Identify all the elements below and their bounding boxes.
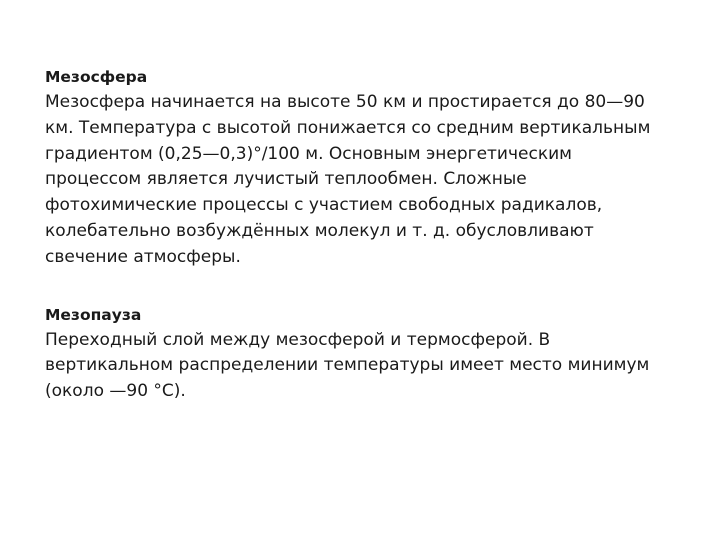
paragraph-line: градиентом (0,25—0,3)°/100 м. Основным энергетическим	[45, 143, 572, 164]
paragraph-line: км. Температура с высотой понижается со средним вертикальным	[45, 117, 651, 138]
paragraph-line: вертикальном распределении температуры имеет место минимум	[45, 355, 650, 376]
paragraph-line: процессом является лучистый теплообмен. Сложные	[45, 169, 527, 190]
slide-content	[45, 64, 695, 405]
paragraph-line: Мезосфера начинается на высоте 50 км и простирается до 80—90	[45, 92, 645, 112]
paragraph-line: (около —90 °С).	[45, 381, 186, 402]
paragraph-line: колебательно возбуждённых молекул и т. д. обусловливают	[45, 220, 594, 241]
paragraph-line: фотохимические процессы с участием свободных радикалов,	[45, 195, 603, 216]
section-mesosphere	[45, 64, 695, 271]
paragraph-line: Переходный слой между мезосферой и термосферой. В	[45, 329, 551, 350]
section-heading: Мезопауза	[45, 305, 142, 324]
section-mesopause	[45, 302, 695, 405]
section-heading: Мезосфера	[45, 68, 148, 86]
paragraph-line: свечение атмосферы.	[45, 246, 241, 267]
